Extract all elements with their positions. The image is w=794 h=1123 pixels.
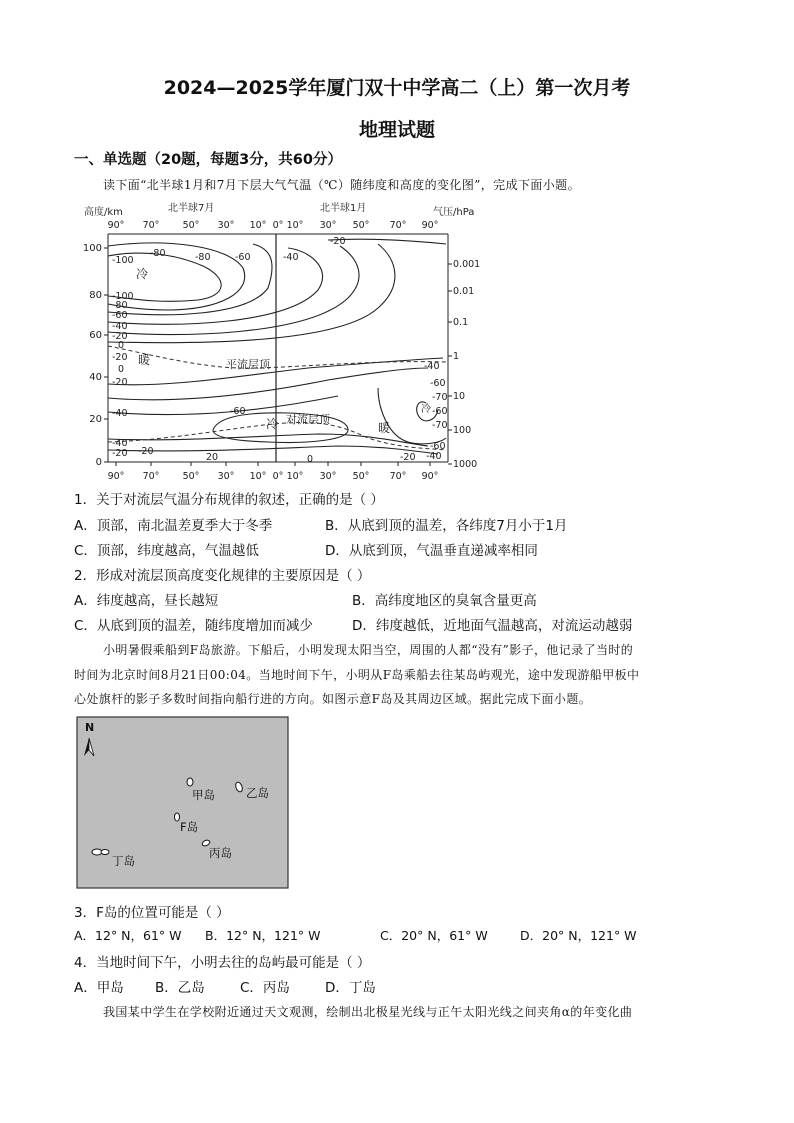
cold-label: 冷 — [136, 267, 149, 281]
question-4-option-b: B．乙岛 — [155, 980, 205, 996]
question-3-option-b: B．12° N，121° W — [205, 928, 321, 943]
question-2-option-d: D．纬度越低，近地面气温越高，对流运动越弱 — [352, 618, 633, 634]
passage-2-line-3: 心处旗杆的影子多数时间指向船行进的方向。如图示意F岛及其周边区域。据此完成下面小题。 — [74, 692, 592, 706]
contour-label: 0 — [118, 340, 125, 351]
pressure-tick: 1 — [453, 351, 460, 362]
question-1-option-b: B．从底到顶的温差，各纬度7月小于1月 — [325, 518, 568, 534]
question-3-option-a: A．12° N，61° W — [74, 928, 182, 943]
height-tick: 80 — [89, 290, 102, 301]
contour-label: -70 — [432, 392, 448, 403]
island-yi-label: 乙岛 — [246, 786, 269, 800]
lat-tick-top: 0° — [272, 220, 284, 231]
contour-label: -100 — [112, 291, 134, 302]
contour-label: 0 — [307, 454, 314, 465]
height-tick: 100 — [82, 243, 102, 254]
question-2-stem: 2．形成对流层顶高度变化规律的主要原因是（ ） — [74, 568, 371, 584]
cold-label: 冷 — [266, 417, 279, 431]
y-axis-title: 高度/km — [84, 207, 123, 218]
lat-tick-bottom: 0° — [272, 471, 284, 482]
contour-label: -40 — [112, 438, 128, 449]
question-4-option-a: A．甲岛 — [74, 980, 124, 996]
lat-tick-bottom: 10° — [249, 471, 267, 482]
exam-title: 2024—2025学年厦门双十中学高二（上）第一次月考 — [163, 77, 631, 99]
lat-tick-top: 30° — [319, 220, 337, 231]
lat-tick-top: 70° — [389, 220, 407, 231]
pressure-tick: 0.001 — [453, 259, 481, 270]
warm-label: 暖 — [378, 421, 391, 435]
lat-tick-top: 70° — [142, 220, 160, 231]
island-f-label: F岛 — [180, 820, 199, 834]
lat-tick-top: 50° — [182, 220, 200, 231]
pressure-tick: 0.01 — [453, 286, 475, 297]
contour-label: 0 — [118, 364, 125, 375]
contour-label: -60 — [430, 378, 446, 389]
pressure-tick: 1000 — [453, 459, 478, 470]
height-tick: 0 — [95, 457, 102, 468]
contour-label: -40 — [112, 408, 128, 419]
lat-tick-bottom: 90° — [107, 471, 125, 482]
contour-label: -60 — [430, 441, 446, 452]
question-3-option-c: C．20° N，61° W — [380, 928, 488, 943]
question-1-option-a: A．顶部，南北温差夏季大于冬季 — [74, 518, 273, 534]
section-heading: 一、单选题（20题，每题3分，共60分） — [74, 152, 342, 168]
section-intro: 读下面“北半球1月和7月下层大气气温（℃）随纬度和高度的变化图”，完成下面小题。 — [103, 178, 580, 192]
height-tick: 40 — [89, 372, 102, 383]
lat-tick-top: 90° — [421, 220, 439, 231]
lat-tick-bottom: 30° — [217, 471, 235, 482]
question-3-option-d: D．20° N，121° W — [520, 928, 637, 943]
tropopause-label: 对流层顶 — [286, 413, 330, 426]
contour-label: -40 — [112, 321, 128, 332]
pressure-tick: 10 — [453, 391, 466, 402]
contour-label: -60 — [230, 406, 246, 417]
contour-label: -20 — [112, 377, 128, 388]
island-jia-label: 甲岛 — [192, 788, 215, 802]
lat-tick-top: 30° — [217, 220, 235, 231]
contour-label: -20 — [112, 448, 128, 459]
lat-tick-bottom: 30° — [319, 471, 337, 482]
question-1-option-c: C．顶部，纬度越高，气温越低 — [74, 543, 259, 559]
stratopause-label: 平流层顶 — [226, 358, 270, 371]
cold-label: 冷 — [421, 404, 431, 415]
contour-label: -60 — [432, 406, 448, 417]
lat-tick-top: 10° — [286, 220, 304, 231]
lat-tick-bottom: 10° — [286, 471, 304, 482]
question-1-option-d: D．从底到顶，气温垂直递减率相同 — [325, 543, 538, 559]
contour-label: -80 — [112, 300, 128, 311]
north-label: N — [85, 721, 95, 734]
lat-tick-top: 10° — [249, 220, 267, 231]
contour-label: -20 — [400, 452, 416, 463]
lat-tick-bottom: 50° — [182, 471, 200, 482]
pressure-tick: 100 — [453, 425, 472, 436]
passage-2-line-1: 小明暑假乘船到F岛旅游。下船后，小明发现太阳当空，周围的人都“没有”影子，他记录了当时的 — [103, 643, 634, 657]
contour-label: -70 — [432, 420, 448, 431]
contour-label: -80 — [195, 252, 211, 263]
contour-label: -60 — [235, 252, 251, 263]
question-4-option-c: C．丙岛 — [240, 980, 290, 996]
contour-label: -80 — [150, 248, 166, 259]
question-4-option-d: D．丁岛 — [325, 980, 376, 996]
lat-tick-bottom: 70° — [389, 471, 407, 482]
question-1-stem: 1．关于对流层气温分布规律的叙述，正确的是（ ） — [74, 492, 384, 508]
contour-label: -20 — [112, 352, 128, 363]
lat-tick-bottom: 50° — [352, 471, 370, 482]
question-2-option-b: B．高纬度地区的臭氧含量更高 — [352, 593, 537, 609]
island-ding-label: 丁岛 — [112, 854, 135, 868]
island-map — [76, 716, 290, 890]
right-axis-title: 气压/hPa — [433, 207, 475, 218]
question-2-option-c: C．从底到顶的温差，随纬度增加而减少 — [74, 618, 313, 634]
island-bing-label: 丙岛 — [209, 846, 232, 860]
passage-2-line-2: 时间为北京时间8月21日00:04。当地时间下午，小明从F岛乘船去往某岛屿观光，途中发现游船甲板中 — [74, 668, 640, 682]
contour-label: 20 — [206, 452, 219, 463]
contour-label: -40 — [283, 252, 299, 263]
height-tick: 20 — [89, 414, 102, 425]
pressure-tick: 0.1 — [453, 317, 469, 328]
jan-label: 北半球1月 — [320, 203, 367, 214]
lat-tick-top: 50° — [352, 220, 370, 231]
lat-tick-bottom: 70° — [142, 471, 160, 482]
july-label: 北半球7月 — [168, 203, 215, 214]
contour-label: -20 — [330, 236, 346, 247]
lat-tick-top: 90° — [107, 220, 125, 231]
height-tick: 60 — [89, 330, 102, 341]
contour-label: -40 — [426, 451, 442, 462]
passage-3-line-1: 我国某中学生在学校附近通过天文观测，绘制出北极星光线与正午太阳光线之间夹角α的年变化曲 — [103, 1005, 633, 1019]
question-3-stem: 3．F岛的位置可能是（ ） — [74, 905, 230, 921]
warm-label: 暖 — [138, 353, 151, 367]
contour-label: -20 — [112, 331, 128, 342]
contour-label: -40 — [424, 361, 440, 372]
lat-tick-bottom: 90° — [421, 471, 439, 482]
question-4-stem: 4．当地时间下午，小明去往的岛屿最可能是（ ） — [74, 955, 371, 971]
contour-label: -60 — [112, 310, 128, 321]
contour-label: -100 — [112, 255, 134, 266]
temperature-height-chart — [78, 198, 498, 486]
question-2-option-a: A．纬度越高，昼长越短 — [74, 593, 219, 609]
exam-subtitle: 地理试题 — [358, 119, 435, 141]
contour-label: -20 — [138, 446, 154, 457]
